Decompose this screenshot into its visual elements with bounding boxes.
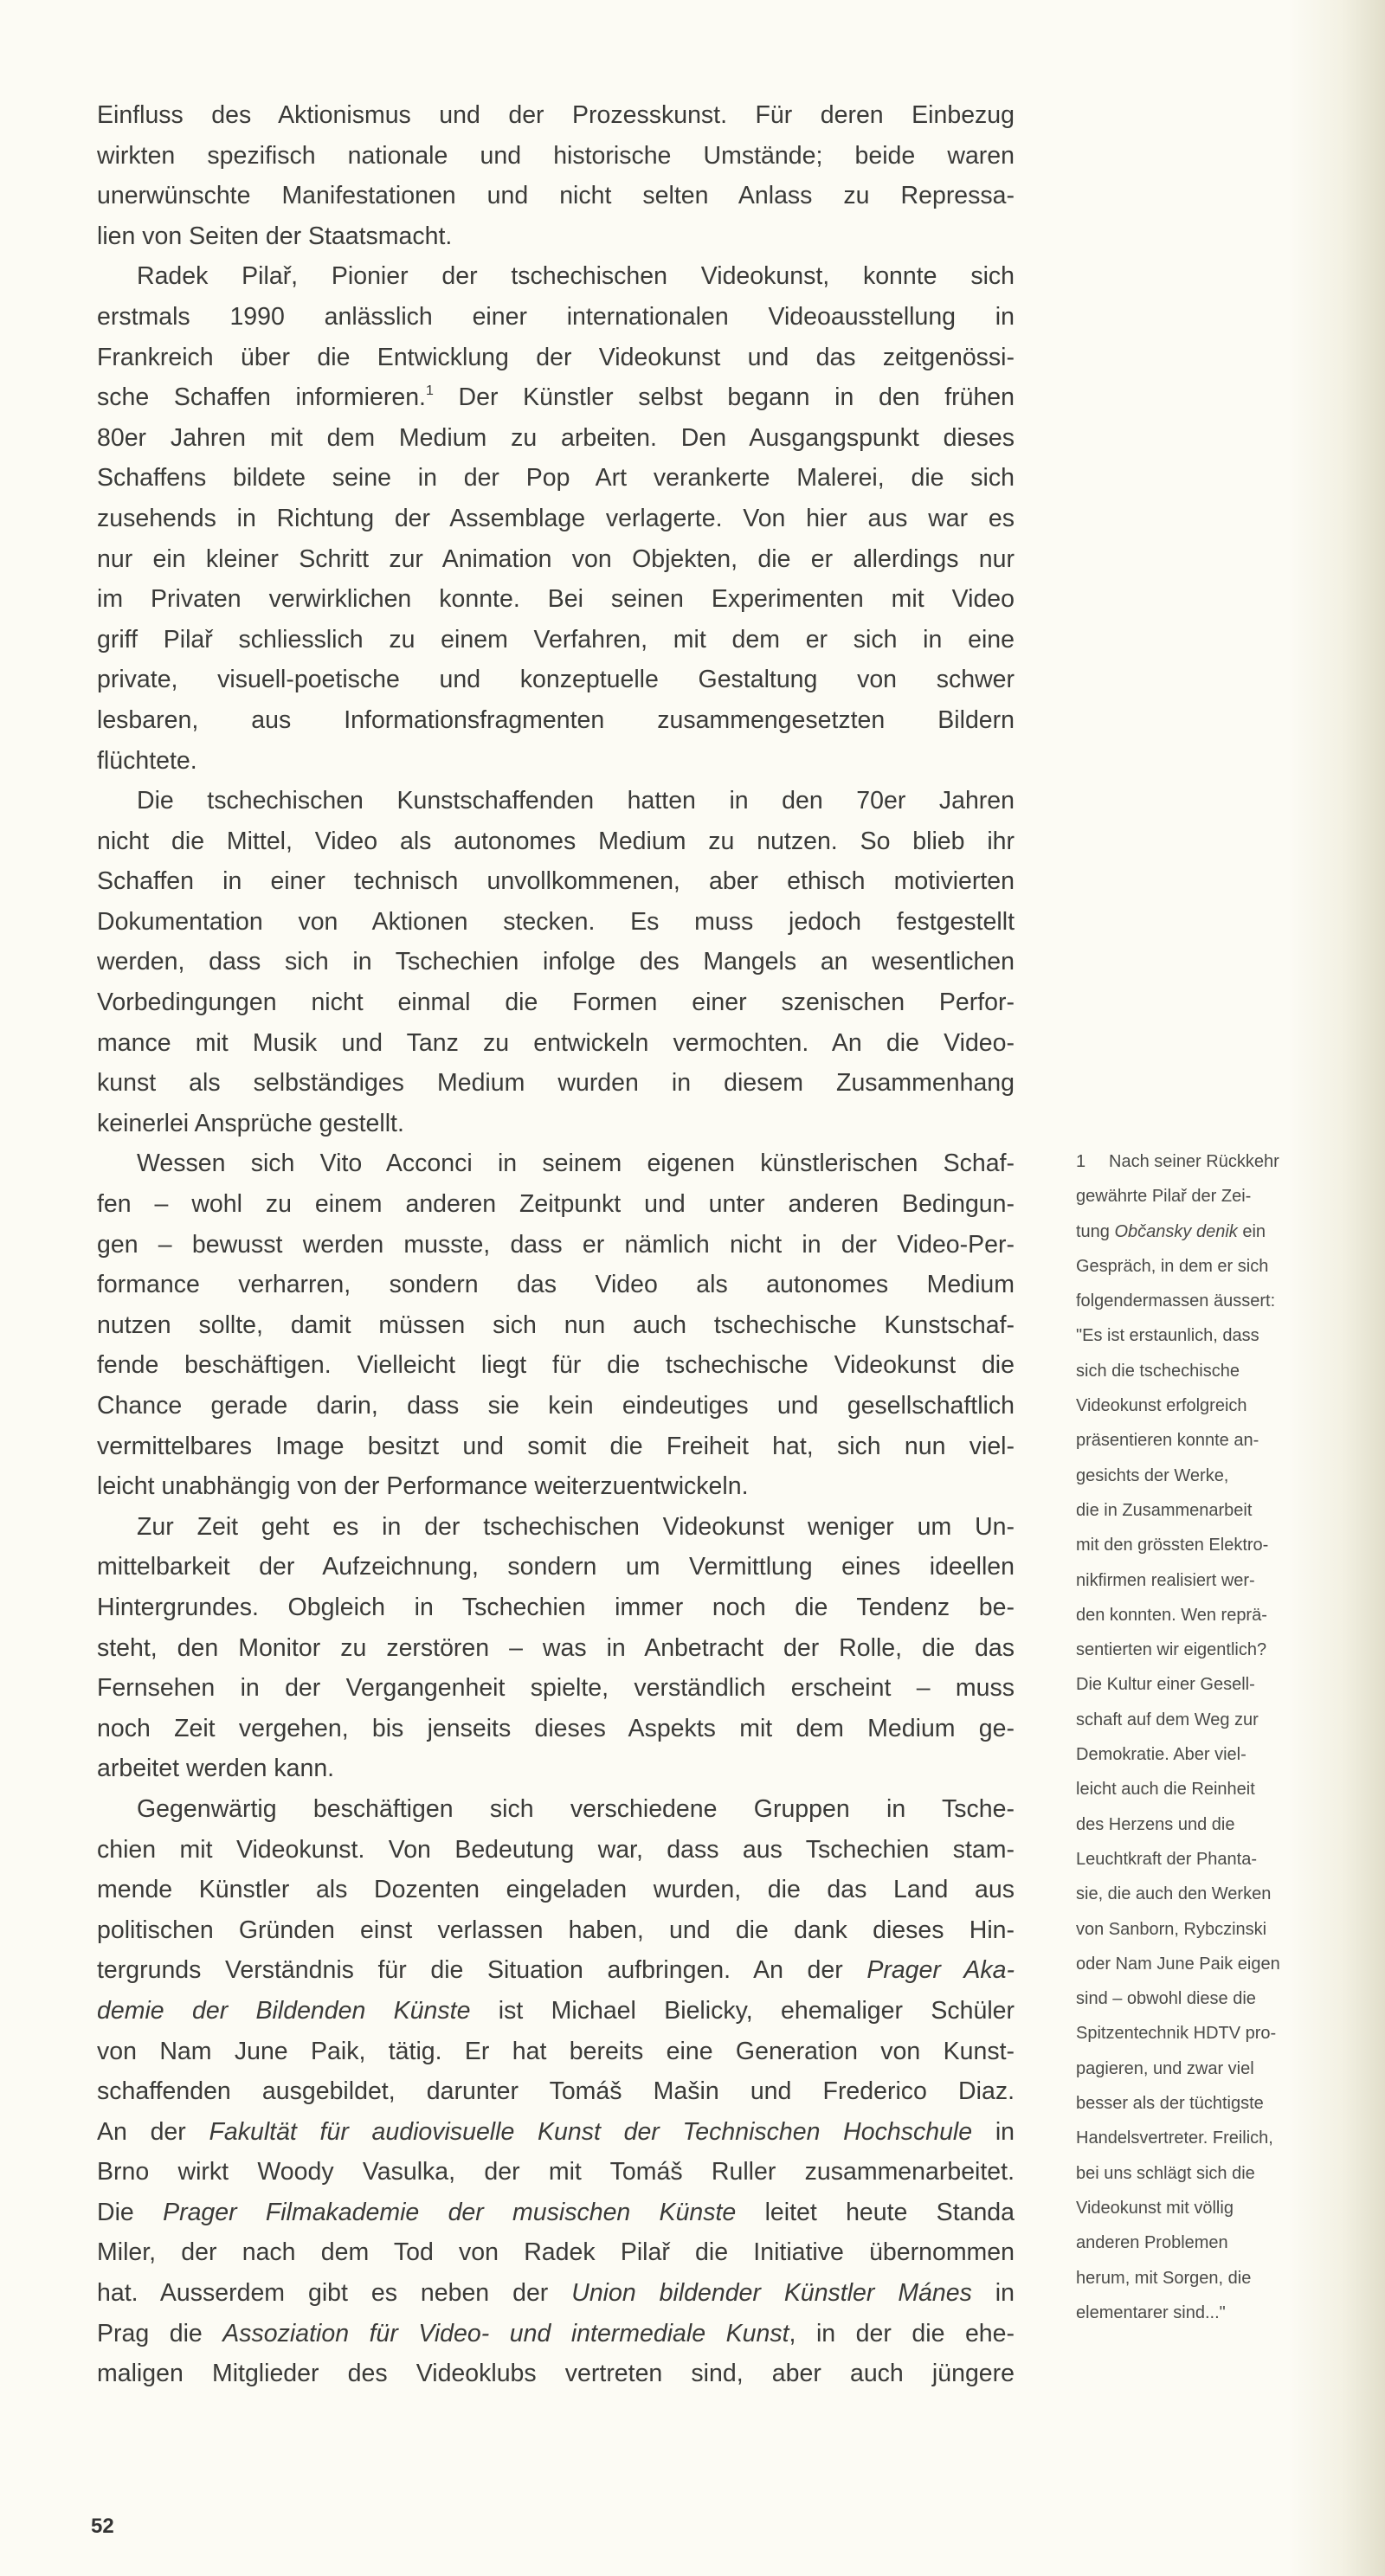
- text-run: Videokunst mit völlig: [1076, 2198, 1234, 2218]
- footnote-line: [1076, 1737, 1336, 1772]
- footnote-number: 1: [1076, 1152, 1086, 1171]
- text-line: [97, 216, 1015, 257]
- text-run: die in Zusammenarbeit: [1076, 1500, 1253, 1520]
- text-line: [97, 2273, 1015, 2314]
- text-run: lien von Seiten der Staatsmacht.: [97, 222, 453, 250]
- text-run: sich die tschechische: [1076, 1361, 1240, 1381]
- text-run: Einfluss des Aktionismus und der Prozesskunst. Für deren Einbezug: [97, 101, 1015, 129]
- footnote-column: [1076, 1144, 1336, 2330]
- text-line: [97, 1668, 1015, 1709]
- text-line: [97, 418, 1015, 459]
- text-run: pagieren, und zwar viel: [1076, 2058, 1254, 2078]
- text-run: Demokratie. Aber viel-: [1076, 1745, 1246, 1765]
- text-line: [97, 1748, 1015, 1789]
- text-run: herum, mit Sorgen, die: [1076, 2268, 1252, 2288]
- text-line: [97, 95, 1015, 136]
- text-run: tung: [1076, 1221, 1115, 1241]
- text-line: [97, 2032, 1015, 2072]
- text-line: [97, 1184, 1015, 1225]
- footnote-line: [1076, 1981, 1336, 2016]
- text-line: [97, 982, 1015, 1023]
- footnote-line: [1076, 2016, 1336, 2051]
- text-run: im Privaten verwirklichen konnte. Bei seinen Experimenten mit Video: [97, 585, 1015, 614]
- text-run: von Sanborn, Rybczinski: [1076, 1919, 1267, 1939]
- text-run: mit den grössten Elektro-: [1076, 1536, 1269, 1555]
- text-line: [97, 2152, 1015, 2193]
- footnote-line: [1076, 1528, 1336, 1562]
- text-line: [97, 1063, 1015, 1104]
- italic-title: demie der Bildenden Künste: [97, 1996, 471, 2025]
- text-run: kunst als selbständiges Medium wurden in diesem Zusammenhang: [97, 1069, 1015, 1098]
- text-line: [97, 2232, 1015, 2273]
- text-line: [97, 1023, 1015, 1064]
- footnote-line: [1076, 1144, 1336, 1179]
- text-run: unerwünschte Manifestationen und nicht selten Anlass zu Repressa-: [97, 182, 1015, 210]
- footnote-line: [1076, 1667, 1336, 1702]
- text-line: [97, 1950, 1015, 1991]
- text-run: Miler, der nach dem Tod von Radek Pilař die Initiative übernommen: [97, 2238, 1015, 2267]
- text-run: lesbaren, aus Informationsfragmenten zusammengesetzten Bildern: [97, 705, 1015, 734]
- text-line: [97, 2071, 1015, 2112]
- footnote-line: [1076, 2225, 1336, 2260]
- text-run: werden, dass sich in Tschechien infolge des Mangels an wesentlichen: [97, 948, 1015, 976]
- text-run: Vorbedingungen nicht einmal die Formen einer szenischen Perfor-: [97, 989, 1015, 1017]
- text-run: Radek Pilař, Pionier der tschechischen Videokunst, konnte sich: [137, 262, 1015, 291]
- text-line: [97, 700, 1015, 741]
- text-line: [97, 2354, 1015, 2394]
- page-number: 52: [91, 2515, 114, 2538]
- footnote-line: [1076, 1354, 1336, 1388]
- text-run: Nach seiner Rückkehr: [1109, 1152, 1279, 1171]
- footnote-line: [1076, 1388, 1336, 1423]
- text-run: Hintergrundes. Obgleich in Tschechien immer noch die Tendenz be-: [97, 1593, 1015, 1621]
- text-run: nutzen sollte, damit müssen sich nun auch tschechische Kunstschaf-: [97, 1311, 1015, 1339]
- text-run: ein: [1237, 1221, 1266, 1241]
- footnote-line: [1076, 1912, 1336, 1947]
- text-run: hat. Ausserdem gibt es neben der: [97, 2279, 572, 2308]
- footnote-line: [1076, 1633, 1336, 1667]
- text-run: "Es ist erstaunlich, dass: [1076, 1326, 1259, 1346]
- footnote-line: [1076, 2051, 1336, 2086]
- text-run: sind – obwohl diese die: [1076, 1989, 1256, 2009]
- text-run: leicht auch die Reinheit: [1076, 1780, 1255, 1800]
- text-run: des Herzens und die: [1076, 1814, 1235, 1834]
- text-run: nur ein kleiner Schritt zur Animation von Objekten, die er allerdings nur: [97, 544, 1015, 573]
- text-run: besser als der tüchtigste: [1076, 2094, 1264, 2114]
- paragraph: [97, 781, 1015, 1143]
- text-run: Die: [97, 2198, 164, 2226]
- text-line: [97, 741, 1015, 782]
- paragraph: [97, 1789, 1015, 2394]
- text-run: den konnten. Wen reprä-: [1076, 1605, 1267, 1625]
- text-run: Gespräch, in dem er sich: [1076, 1256, 1269, 1276]
- footnote-line: [1076, 1249, 1336, 1284]
- text-line: [97, 579, 1015, 620]
- text-run: Prag die: [97, 2319, 223, 2347]
- footnote-line: [1076, 1318, 1336, 1353]
- text-run: politischen Gründen einst verlassen haben, und die dank dieses Hin-: [97, 1916, 1015, 1944]
- text-run: Fernsehen in der Vergangenheit spielte, verständlich erscheint – muss: [97, 1674, 1015, 1703]
- text-run: Schaffen in einer technisch unvollkommenen, aber ethisch motivierten: [97, 867, 1015, 896]
- text-run: sche Schaffen informieren.: [97, 383, 426, 412]
- footnote-line: [1076, 2086, 1336, 2121]
- text-line: [97, 620, 1015, 660]
- text-run: von Nam June Paik, tätig. Er hat bereits eine Generation von Kunst-: [97, 2037, 1015, 2065]
- text-run: präsentieren konnte an-: [1076, 1431, 1259, 1451]
- text-run: gen – bewusst werden musste, dass er nämlich nicht in der Video-Per-: [97, 1230, 1015, 1259]
- text-run: Die Kultur einer Gesell-: [1076, 1675, 1255, 1695]
- text-run: steht, den Monitor zu zerstören – was in Anbetracht der Rolle, die das: [97, 1633, 1015, 1662]
- text-run: wirkten spezifisch nationale und historische Umstände; beide waren: [97, 141, 1015, 170]
- text-run: schaft auf dem Weg zur: [1076, 1710, 1259, 1729]
- text-run: mance mit Musik und Tanz zu entwickeln vermochten. An die Video-: [97, 1028, 1015, 1057]
- text-run: keinerlei Ansprüche gestellt.: [97, 1109, 404, 1137]
- italic-title: Prager Aka-: [866, 1956, 1015, 1985]
- text-run: in: [972, 2117, 1015, 2146]
- text-run: nicht die Mittel, Video als autonomes Medium zu nutzen. So blieb ihr: [97, 827, 1015, 855]
- text-line: [97, 1507, 1015, 1548]
- footnote-line: [1076, 1877, 1336, 1911]
- footnote-line: [1076, 1703, 1336, 1737]
- footnote-line: [1076, 1423, 1336, 1458]
- text-run: fen – wohl zu einem anderen Zeitpunkt und unter anderen Bedingun-: [97, 1190, 1015, 1219]
- text-line: [97, 1143, 1015, 1184]
- text-run: , in der die ehe-: [789, 2319, 1015, 2347]
- text-run: formance verharren, sondern das Video als autonomes Medium: [97, 1271, 1015, 1299]
- footnote-line: [1076, 1493, 1336, 1528]
- text-run: Leuchtkraft der Phanta-: [1076, 1849, 1258, 1869]
- text-line: [97, 1870, 1015, 1910]
- text-run: Gegenwärtig beschäftigen sich verschiedene Gruppen in Tsche-: [137, 1794, 1015, 1823]
- text-run: leicht unabhängig von der Performance weiterzuentwickeln.: [97, 1472, 749, 1501]
- footnote-line: [1076, 1179, 1336, 1214]
- text-run: Der Künstler selbst begann in den frühen: [433, 383, 1015, 412]
- text-run: erstmals 1990 anlässlich einer internationalen Videoausstellung in: [97, 302, 1015, 331]
- text-run: schaffenden ausgebildet, darunter Tomáš Mašin und Frederico Diaz.: [97, 2077, 1015, 2106]
- text-line: [97, 1426, 1015, 1467]
- text-line: [97, 1466, 1015, 1507]
- text-run: flüchtete.: [97, 746, 197, 775]
- text-line: [97, 458, 1015, 499]
- text-line: [97, 1910, 1015, 1951]
- text-line: [97, 1345, 1015, 1386]
- text-run: zusehends in Richtung der Assemblage verlagerte. Von hier aus war es: [97, 504, 1015, 532]
- text-line: [97, 1587, 1015, 1628]
- text-run: Handelsvertreter. Freilich,: [1076, 2128, 1273, 2148]
- italic-title: Assoziation für Video- und intermediale Kunst: [222, 2319, 789, 2347]
- text-run: Spitzentechnik HDTV pro-: [1076, 2024, 1277, 2044]
- text-line: [97, 1104, 1015, 1144]
- footnote-line: [1076, 1214, 1336, 1249]
- footnote-line: [1076, 1459, 1336, 1493]
- text-run: sentierten wir eigentlich?: [1076, 1640, 1267, 1660]
- text-run: Die tschechischen Kunstschaffenden hatten in den 70er Jahren: [137, 787, 1015, 815]
- text-run: Videokunst erfolgreich: [1076, 1396, 1247, 1416]
- text-line: [97, 1265, 1015, 1305]
- footnote-line: [1076, 2191, 1336, 2225]
- footnote-line: [1076, 2156, 1336, 2191]
- text-run: oder Nam June Paik eigen: [1076, 1954, 1280, 1974]
- text-run: Wessen sich Vito Acconci in seinem eigenen künstlerischen Schaf-: [137, 1150, 1015, 1178]
- text-run: 80er Jahren mit dem Medium zu arbeiten. Den Ausgangspunkt dieses: [97, 423, 1015, 452]
- text-run: tergrunds Verständnis für die Situation aufbringen. An der: [97, 1956, 867, 1985]
- text-line: [97, 1547, 1015, 1587]
- text-line: [97, 942, 1015, 982]
- text-run: noch Zeit vergehen, bis jenseits dieses Aspekts mit dem Medium ge-: [97, 1714, 1015, 1742]
- text-line: [97, 338, 1015, 378]
- text-run: fende beschäftigen. Vielleicht liegt für die tschechische Videokunst die: [97, 1351, 1015, 1380]
- text-line: [97, 1225, 1015, 1265]
- text-run: vermittelbares Image besitzt und somit die Freiheit hat, sich nun viel-: [97, 1432, 1015, 1460]
- text-run: private, visuell-poetische und konzeptuelle Gestaltung von schwer: [97, 666, 1015, 694]
- footnote-line: [1076, 2261, 1336, 2296]
- text-line: [97, 136, 1015, 177]
- paragraph: [97, 95, 1015, 256]
- paragraph: [97, 256, 1015, 781]
- text-run: arbeitet werden kann.: [97, 1755, 335, 1783]
- text-line: [97, 1830, 1015, 1871]
- text-line: [97, 1991, 1015, 2032]
- text-line: [97, 1789, 1015, 1830]
- text-run: Chance gerade darin, dass sie kein eindeutiges und gesellschaftlich: [97, 1392, 1015, 1420]
- text-run: ist Michael Bielicky, ehemaliger Schüler: [470, 1996, 1015, 2025]
- footnote-line: [1076, 1284, 1336, 1318]
- footnote-line: [1076, 1598, 1336, 1633]
- text-run: nikfirmen realisiert wer-: [1076, 1570, 1255, 1590]
- footnote-line: [1076, 1807, 1336, 1842]
- text-run: Frankreich über die Entwicklung der Videokunst und das zeitgenössi-: [97, 343, 1015, 371]
- footnote-line: [1076, 2121, 1336, 2155]
- text-line: [97, 2314, 1015, 2354]
- text-run: chien mit Videokunst. Von Bedeutung war, dass aus Tschechien stam-: [97, 1835, 1015, 1864]
- text-run: maligen Mitglieder des Videoklubs vertreten sind, aber auch jüngere: [97, 2360, 1015, 2388]
- text-line: [97, 1709, 1015, 1749]
- text-run: gewährte Pilař der Zei-: [1076, 1187, 1252, 1207]
- text-line: [97, 1305, 1015, 1346]
- text-line: [97, 781, 1015, 821]
- text-line: [97, 499, 1015, 539]
- text-run: mittelbarkeit der Aufzeichnung, sondern um Vermittlung eines ideellen: [97, 1553, 1015, 1581]
- footnote-line: [1076, 2296, 1336, 2330]
- italic-title: Prager Filmakademie der musischen Künste: [163, 2198, 737, 2226]
- footnote-line: [1076, 1563, 1336, 1598]
- footnote-line: [1076, 1842, 1336, 1877]
- text-line: [97, 660, 1015, 700]
- text-line: [97, 377, 1015, 418]
- text-run: mende Künstler als Dozenten eingeladen wurden, die das Land aus: [97, 1876, 1015, 1904]
- text-line: [97, 176, 1015, 216]
- text-run: Schaffens bildete seine in der Pop Art verankerte Malerei, die sich: [97, 464, 1015, 493]
- text-line: [97, 1628, 1015, 1669]
- footnote-line: [1076, 1947, 1336, 1981]
- text-run: bei uns schlägt sich die: [1076, 2163, 1255, 2183]
- text-line: [97, 2112, 1015, 2153]
- text-run: Zur Zeit geht es in der tschechischen Videokunst weniger um Un-: [137, 1512, 1015, 1541]
- paragraph: [97, 1143, 1015, 1506]
- paragraph: [97, 1507, 1015, 1789]
- text-run: in: [971, 2279, 1015, 2308]
- text-run: Brno wirkt Woody Vasulka, der mit Tomáš Ruller zusammenarbeitet.: [97, 2158, 1015, 2186]
- text-line: [97, 256, 1015, 297]
- text-line: [97, 539, 1015, 580]
- main-text-column: [97, 95, 1015, 2394]
- text-run: anderen Problemen: [1076, 2233, 1228, 2253]
- footnote-line: [1076, 1772, 1336, 1806]
- text-line: [97, 1386, 1015, 1426]
- text-run: griff Pilař schliesslich zu einem Verfahren, mit dem er sich in eine: [97, 625, 1015, 654]
- text-run: sie, die auch den Werken: [1076, 1884, 1272, 1904]
- text-line: [97, 821, 1015, 862]
- italic-title: Občansky denik: [1114, 1221, 1238, 1241]
- italic-title: Fakultät für audiovisuelle Kunst der Technischen Hochschule: [209, 2117, 973, 2146]
- text-run: An der: [97, 2117, 209, 2146]
- text-line: [97, 861, 1015, 902]
- text-run: leitet heute Standa: [736, 2198, 1015, 2226]
- text-run: elementarer sind...": [1076, 2302, 1226, 2322]
- text-run: Dokumentation von Aktionen stecken. Es muss jedoch festgestellt: [97, 907, 1015, 936]
- text-run: gesichts der Werke,: [1076, 1465, 1229, 1485]
- text-line: [97, 297, 1015, 338]
- text-run: folgendermassen äussert:: [1076, 1291, 1276, 1311]
- footnote-reference[interactable]: 1: [425, 383, 434, 399]
- text-line: [97, 2193, 1015, 2233]
- italic-title: Union bildender Künstler Mánes: [571, 2279, 972, 2308]
- text-line: [97, 902, 1015, 943]
